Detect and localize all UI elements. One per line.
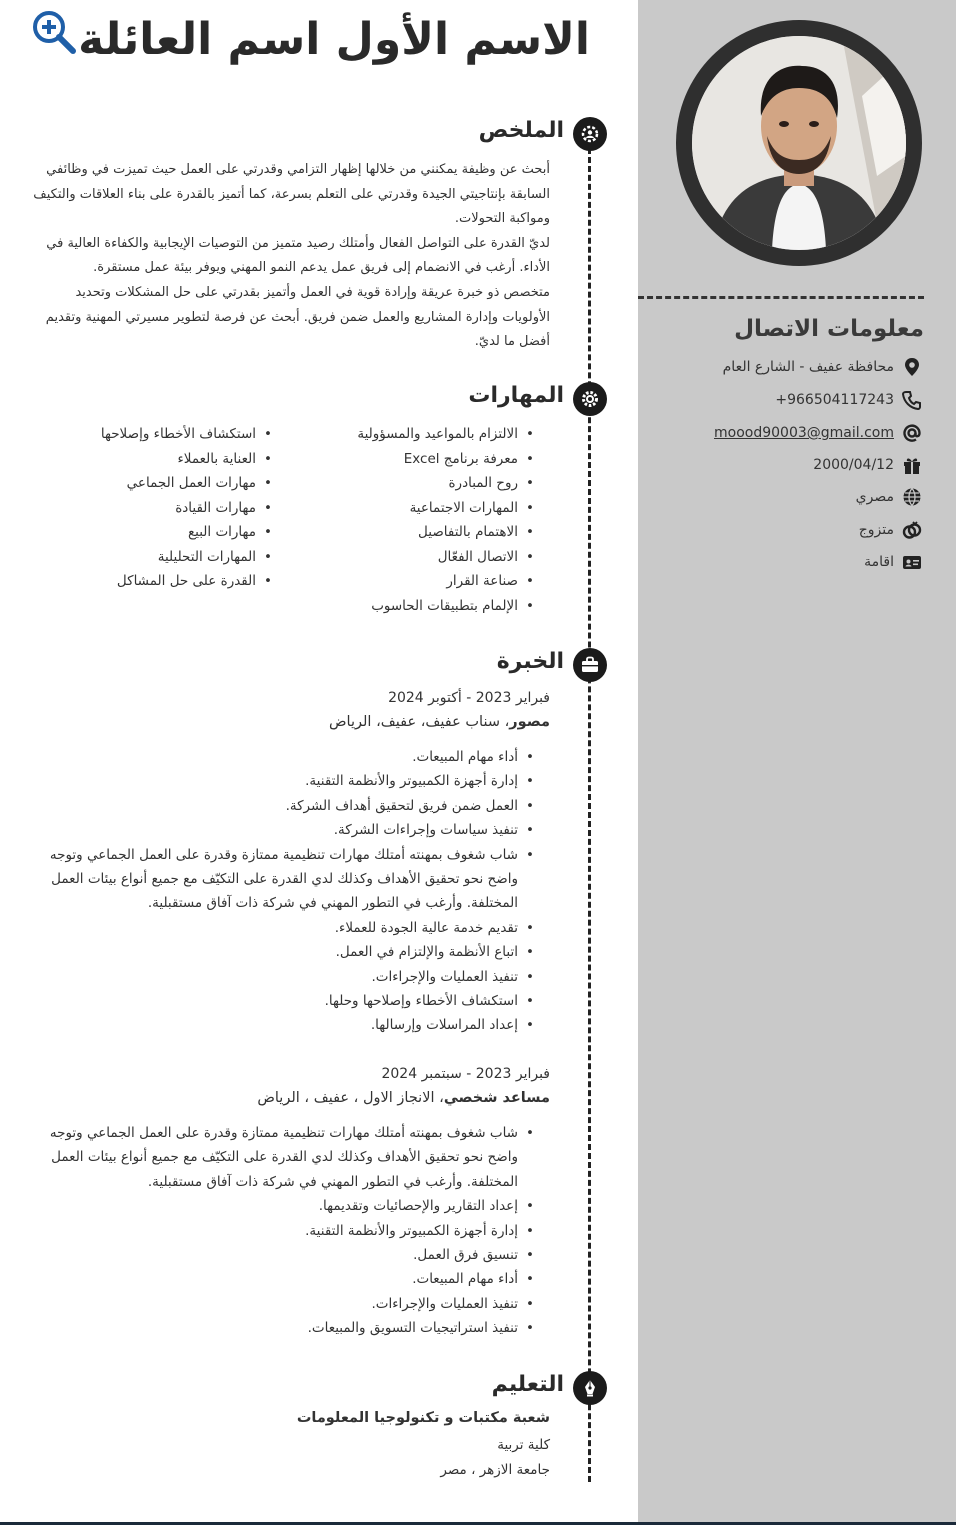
contact-birthdate <box>813 452 922 478</box>
phone-icon <box>902 390 922 410</box>
summary-paragraph: متخصص ذو خبرة عريقة وإرادة قوية في العمل وأتميز بقدرتي على حل المشكلات وتحديد الأولويات وإدارة المشاريع والعمل ضمن فريق. أبحث عن فرصة لتطوير مسيرتي المهنية وتقديم أفضل ما لديّ. <box>45 284 550 350</box>
job-duties-list <box>34 745 534 1038</box>
address-text: محافظة عفيف - الشارع العام <box>722 359 894 375</box>
skills-section-icon <box>573 382 607 416</box>
experience-section-icon <box>573 648 607 682</box>
duty-item: • شاب شغوف بمهنته أمتلك مهارات تنظيمية ممتازة وقدرة على العمل الجماعي وتوجه واضح نحو تحقيق الأهداف وكذلك لدي القدرة على التكيّف مع جميع أنواع بيئات العمل المختلفة. وأرغب في التطور المهني في شركة ذات آفاق مستقبلية. <box>34 843 534 916</box>
summary-section-icon <box>573 117 607 151</box>
job-date: فبراير 2023 - سبتمبر 2024 <box>381 1066 550 1082</box>
skills-title: المهارات <box>468 383 564 408</box>
summary-paragraph: أبحث عن وظيفة يمكنني من خلالها إظهار التزامي وقدرتي على العمل حيث تميزت في وظائفي السابقة بإنتاجيتي الجيدة وقدرتي على التعلم بسرعة، كما أتميز بالقدرة على بناء العلاقات والتكيف ومواكبة التحولات. <box>33 162 550 227</box>
skill-item: • استكشاف الأخطاء وإصلاحها <box>101 422 272 447</box>
job-title <box>329 714 550 730</box>
duty-item: • إعداد التقارير والإحصائيات وتقديمها. <box>34 1194 534 1218</box>
skill-item: • المهارات التحليلية <box>101 545 272 570</box>
duty-item: • إدارة أجهزة الكمبيوتر والأنظمة التقنية. <box>34 1219 534 1243</box>
contact-phone <box>775 387 922 413</box>
skill-item: • روح المبادرة <box>357 471 534 496</box>
duty-item: • تنفيذ العمليات والإجراءات. <box>34 1292 534 1316</box>
profile-photo <box>676 20 922 266</box>
gear-user-icon <box>579 123 601 145</box>
gear-icon <box>579 388 601 410</box>
contact-email <box>714 420 922 446</box>
job-details: ، سناب عفيف، عفيف، الرياض <box>329 714 510 730</box>
at-sign-icon <box>902 423 922 443</box>
duty-item: • تنسيق فرق العمل. <box>34 1243 534 1267</box>
job-role: مصور <box>509 714 550 730</box>
skill-item: • مهارات العمل الجماعي <box>101 471 272 496</box>
contact-marital <box>859 517 922 543</box>
summary-paragraph: لديّ القدرة على التواصل الفعال وأمتلك رصيد متميز من التوصيات الإيجابية والكفاءة العالية في الأداء. أرغب في الانضمام إلى فريق عمل يدعم النمو المهني ويوفر بيئة عمل مستقرة. <box>46 235 550 276</box>
duty-item: • إعداد المراسلات وإرسالها. <box>34 1013 534 1037</box>
nationality-text: مصري <box>855 489 894 505</box>
skill-item: • المهارات الاجتماعية <box>357 496 534 521</box>
contact-section-title: معلومات الاتصال <box>734 316 924 342</box>
skill-item: • العناية بالعملاء <box>101 447 272 472</box>
globe-icon <box>902 487 922 507</box>
zoom-in-icon[interactable] <box>28 6 78 56</box>
gift-icon <box>902 455 922 475</box>
education-degree: شعبة مكتبات و تكنولوجيا المعلومات <box>296 1410 550 1426</box>
pen-nib-icon <box>579 1377 601 1399</box>
sidebar-divider <box>638 296 924 299</box>
location-pin-icon <box>902 357 922 377</box>
timeline-line <box>588 148 591 1482</box>
contact-address <box>723 354 922 380</box>
skill-item: • القدرة على حل المشاكل <box>101 569 272 594</box>
experience-title: الخبرة <box>496 649 564 674</box>
duty-item: • تقديم خدمة عالية الجودة للعملاء. <box>34 916 534 940</box>
duty-item: • اتباع الأنظمة والإلتزام في العمل. <box>34 940 534 964</box>
skill-item: • مهارات القيادة <box>101 496 272 521</box>
job-date: فبراير 2023 - أكتوبر 2024 <box>388 690 550 706</box>
skills-list-2 <box>101 422 272 594</box>
phone-text: +966504117243 <box>775 392 894 408</box>
summary-text <box>30 158 550 355</box>
skill-item: • صناعة القرار <box>357 569 534 594</box>
skill-item: • الاتصال الفعّال <box>357 545 534 570</box>
education-section-icon <box>573 1371 607 1405</box>
contact-residence <box>864 549 922 575</box>
duty-item: • تنفيذ العمليات والإجراءات. <box>34 965 534 989</box>
contact-nationality <box>856 484 922 510</box>
birthdate-text: 2000/04/12 <box>813 457 894 473</box>
briefcase-icon <box>579 654 601 676</box>
email-link[interactable]: moood90003@gmail.com <box>714 425 894 441</box>
skill-item: • معرفة برنامج Excel <box>357 447 534 472</box>
education-university: جامعة الازهر ، مصر <box>440 1462 550 1478</box>
job-title <box>257 1090 550 1106</box>
residence-text: اقامة <box>864 554 894 570</box>
duty-item: • إدارة أجهزة الكمبيوتر والأنظمة التقنية. <box>34 769 534 793</box>
duty-item: • العمل ضمن فريق لتحقيق أهداف الشركة. <box>34 794 534 818</box>
summary-title: الملخص <box>478 118 564 143</box>
duty-item: • شاب شغوف بمهنته أمتلك مهارات تنظيمية ممتازة وقدرة على العمل الجماعي وتوجه واضح نحو تحقيق الأهداف وكذلك لدي القدرة على التكيّف مع جميع أنواع بيئات العمل المختلفة. وأرغب في التطور المهني في شركة ذات آفاق مستقبلية. <box>34 1121 534 1194</box>
resume-name: الاسم الأول اسم العائلة <box>78 14 590 65</box>
skills-list-1 <box>357 422 534 618</box>
job-details: ، الانجاز الاول ، عفيف ، الرياض <box>257 1090 444 1106</box>
rings-icon <box>902 520 922 540</box>
skill-item: • مهارات البيع <box>101 520 272 545</box>
skill-item: • الالتزام بالمواعيد والمسؤولية <box>357 422 534 447</box>
skill-item: • الاهتمام بالتفاصيل <box>357 520 534 545</box>
id-card-icon <box>902 552 922 572</box>
duty-item: • تنفيذ سياسات وإجراءات الشركة. <box>34 818 534 842</box>
job-role: مساعد شخصي <box>443 1090 550 1106</box>
education-title: التعليم <box>491 1372 564 1397</box>
duty-item: • تنفيذ استراتيجيات التسويق والمبيعات. <box>34 1316 534 1340</box>
skill-item: • الإلمام بتطبيقات الحاسوب <box>357 594 534 619</box>
duty-item: • استكشاف الأخطاء وإصلاحها وحلها. <box>34 989 534 1013</box>
marital-text: متزوج <box>858 522 894 538</box>
job-duties-list <box>34 1121 534 1341</box>
duty-item: • أداء مهام المبيعات. <box>34 1267 534 1291</box>
duty-item: • أداء مهام المبيعات. <box>34 745 534 769</box>
education-college: كلية تربية <box>497 1437 550 1453</box>
